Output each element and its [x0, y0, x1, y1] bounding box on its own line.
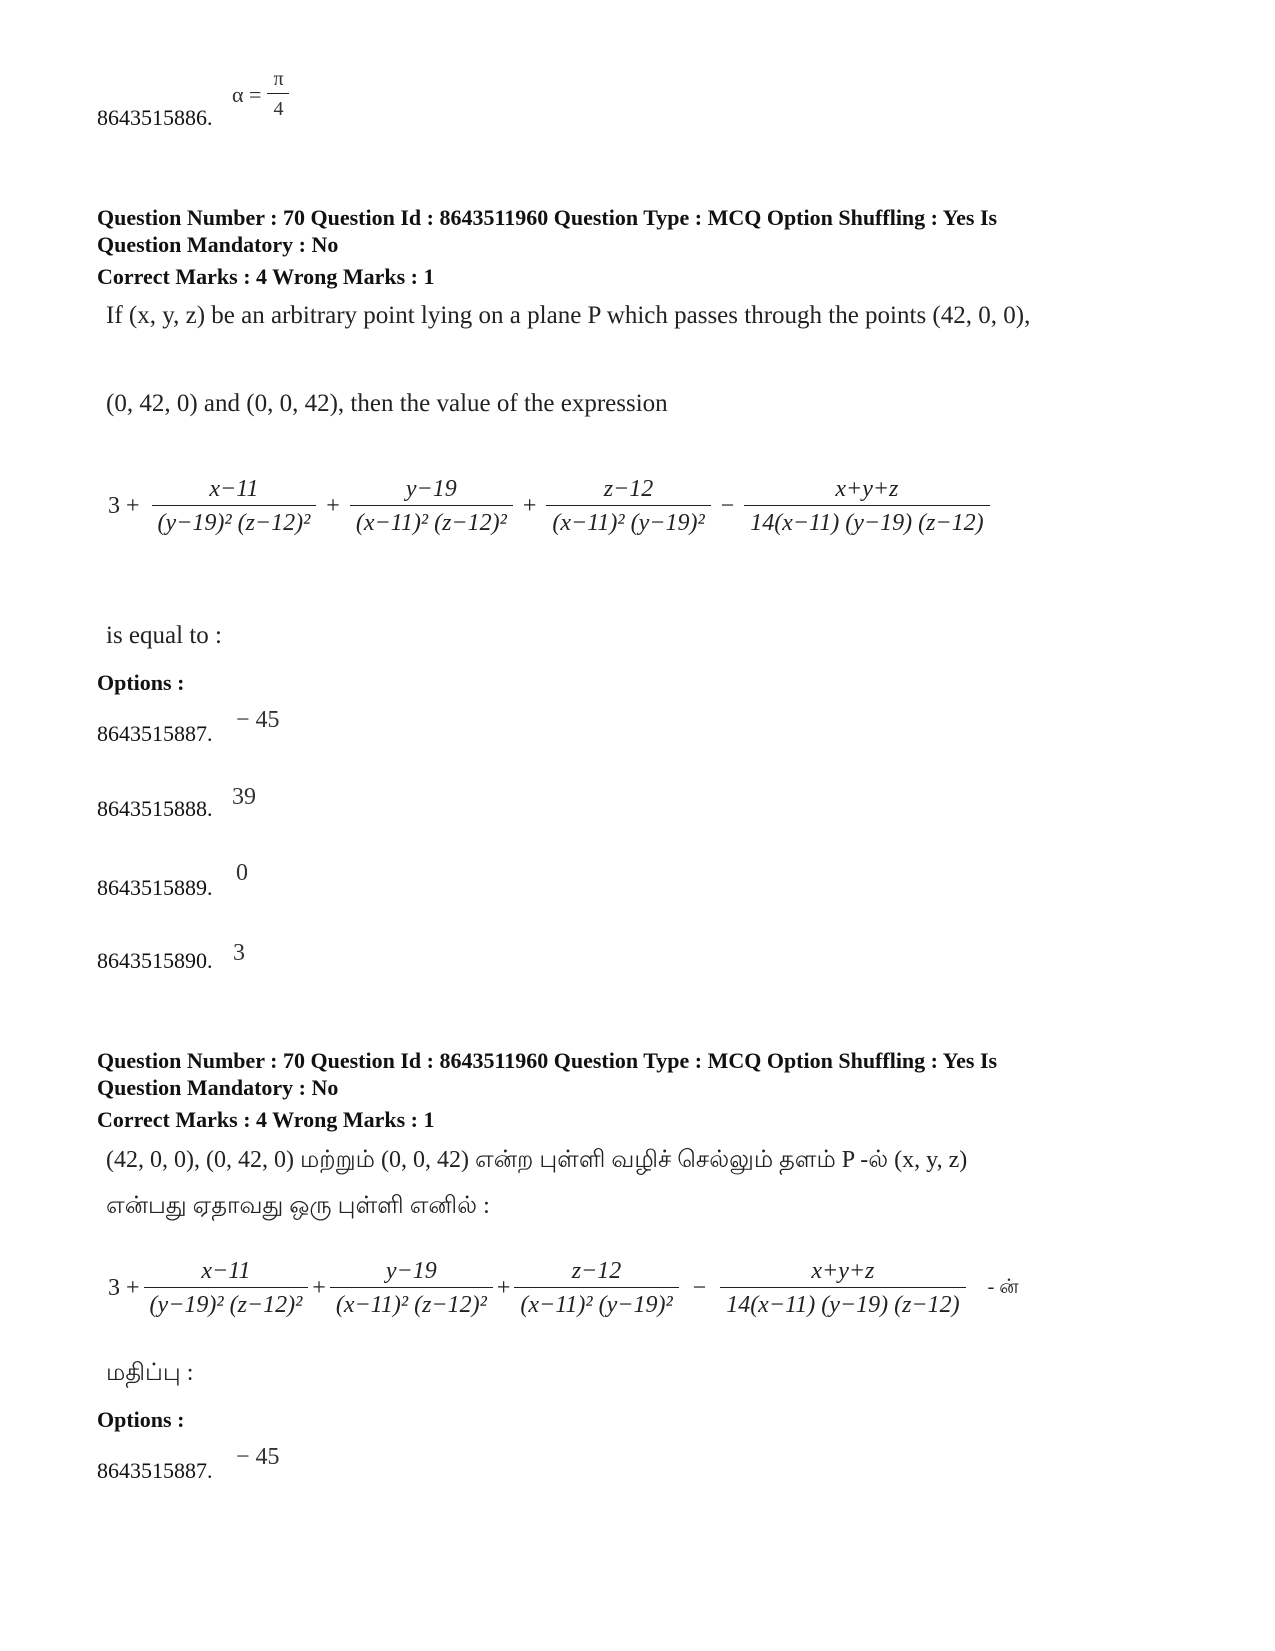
term-denominator: (y−19)² (z−12)²: [157, 510, 311, 536]
minus-sign: −: [692, 1275, 707, 1301]
minus-sign: −: [720, 493, 735, 519]
term-numerator: x−11: [209, 476, 259, 502]
expr-term-1: [152, 476, 317, 537]
pi-over-four: [267, 68, 289, 121]
term-numerator: x+y+z: [811, 1258, 875, 1284]
alpha-label: α =: [232, 81, 262, 107]
options-label: Options :: [97, 1407, 185, 1432]
fraction-numerator: π: [273, 68, 284, 90]
term-denominator: (x−11)² (y−19)²: [552, 510, 705, 536]
term-denominator: (x−11)² (z−12)²: [355, 510, 507, 536]
math-expression: [108, 1258, 1019, 1319]
term-denominator: 14(x−11) (y−19) (z−12): [750, 510, 984, 536]
expr-lead: 3 +: [108, 1275, 140, 1301]
question-text-line1: If (x, y, z) be an arbitrary point lying on a plane P which passes through the points (42, 0, 0),: [106, 302, 1031, 329]
question-text-line1: (42, 0, 0), (0, 42, 0) மற்றும் (0, 0, 42) என்ற புள்ளி வழிச் செல்லும் தளம் P -ல் (x, y, z): [106, 1147, 968, 1173]
option-id: 8643515887.: [97, 1458, 213, 1483]
math-expression: [108, 476, 990, 537]
option-id: 8643515886.: [97, 105, 213, 130]
question-header: [97, 1047, 1197, 1133]
expr-term-3: [546, 476, 710, 537]
expr-term-3: [514, 1258, 678, 1319]
question-text-line3: is equal to :: [106, 622, 222, 649]
expr-term-1: [144, 1258, 309, 1319]
fraction-denominator: 4: [267, 93, 289, 121]
options-label: Options :: [97, 670, 185, 695]
plus-sign: +: [522, 493, 537, 519]
expr-suffix: - ன்: [987, 1276, 1019, 1298]
option-value: 0: [236, 860, 248, 886]
expr-term-4: [744, 476, 989, 537]
expr-lead: 3 +: [108, 493, 140, 519]
expr-term-4: [720, 1258, 965, 1319]
plus-sign: +: [312, 1275, 326, 1301]
expr-term-2: [350, 476, 513, 537]
plus-sign: +: [326, 493, 340, 519]
term-numerator: z−12: [603, 476, 654, 502]
option-value: − 45: [236, 1444, 280, 1470]
question-marks: Correct Marks : 4 Wrong Marks : 1: [97, 264, 435, 289]
question-text-line2: (0, 42, 0) and (0, 0, 42), then the value of the expression: [106, 390, 668, 417]
term-numerator: y−19: [385, 1258, 437, 1284]
question-marks: Correct Marks : 4 Wrong Marks : 1: [97, 1107, 435, 1132]
term-denominator: (y−19)² (z−12)²: [149, 1292, 303, 1318]
term-numerator: y−19: [405, 476, 457, 502]
term-numerator: x−11: [201, 1258, 251, 1284]
option-id: 8643515888.: [97, 796, 213, 821]
question-text-line2: என்பது ஏதாவது ஒரு புள்ளி எனில் :: [106, 1193, 490, 1219]
term-denominator: (x−11)² (y−19)²: [520, 1292, 673, 1318]
question-header-line1: Question Number : 70 Question Id : 8643511960 Question Type : MCQ Option Shuffling : Yes Is: [97, 1048, 998, 1073]
option-id: 8643515887.: [97, 721, 213, 746]
expr-term-2: [330, 1258, 493, 1319]
question-text-line3: மதிப்பு :: [106, 1360, 194, 1386]
term-numerator: x+y+z: [835, 476, 899, 502]
option-value: − 45: [236, 707, 280, 733]
option-value: 39: [232, 784, 256, 810]
term-numerator: z−12: [571, 1258, 622, 1284]
term-denominator: (x−11)² (z−12)²: [335, 1292, 487, 1318]
option-id: 8643515890.: [97, 948, 213, 973]
question-header-line2: Question Mandatory : No: [97, 232, 339, 257]
option-value: 3: [233, 940, 245, 966]
question-header-line2: Question Mandatory : No: [97, 1075, 339, 1100]
plus-sign: +: [496, 1275, 511, 1301]
alpha-expression: [232, 68, 290, 121]
term-denominator: 14(x−11) (y−19) (z−12): [726, 1292, 960, 1318]
option-id: 8643515889.: [97, 875, 213, 900]
question-header-line1: Question Number : 70 Question Id : 8643511960 Question Type : MCQ Option Shuffling : Yes Is: [97, 205, 998, 230]
question-header: [97, 204, 1197, 290]
